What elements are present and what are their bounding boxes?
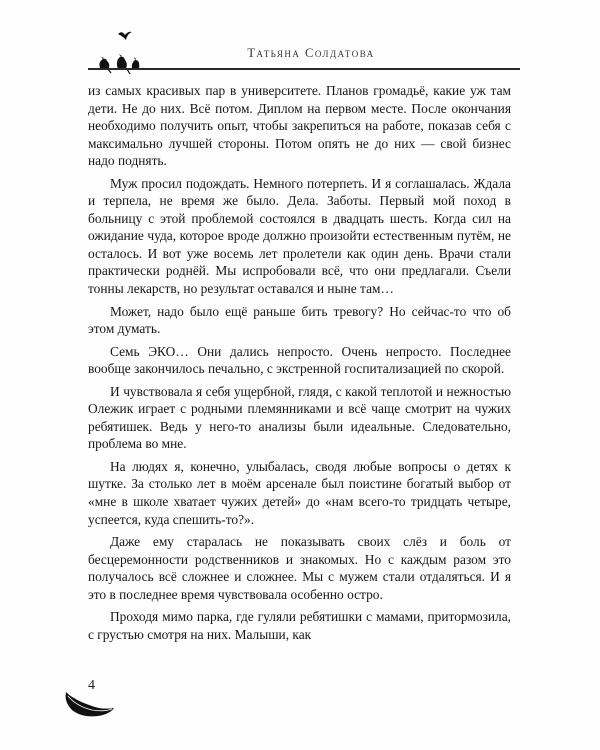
author-name: Татьяна Солдатова bbox=[247, 46, 375, 60]
header-rule bbox=[88, 68, 520, 70]
running-header bbox=[88, 28, 528, 84]
paragraph: Муж просил подождать. Немного потерпеть. И я соглашалась. Ждала и терпела, не время же было. Дела. Заботы. Первый мой поход в больницу с этой проблемой состоялся в двадцать шесть. Когда сил на ожидание чуда, которое вроде должно произойти естественным путём, не осталось. И вот уже восемь лет пролетели как один день. Врачи стали практически роднёй. Мы испробовали всё, что они предлагали. Съели тонны лекарств, но результат оставался и ныне там… bbox=[88, 175, 511, 297]
feather-icon bbox=[62, 688, 116, 720]
paragraph: На людях я, конечно, улыбалась, сводя любые вопросы о детях к шутке. За столько лет в моём арсенале был поистине богатый выбор от «мне в школе хватает чужих детей» до «нам всего-то тридцать четыре, успеется, куда спешить-то?». bbox=[88, 458, 511, 527]
paragraph: Может, надо было ещё раньше бить тревогу? Но сейчас-то что об этом думать. bbox=[88, 303, 511, 337]
paragraph: Семь ЭКО… Они дались непросто. Очень непросто. Последнее вообще закончилось печально, с экстренной госпитализацией по скорой. bbox=[88, 343, 511, 377]
paragraph: Проходя мимо парка, где гуляли ребятишки с мамами, притормозила, с грустью смотря на них. Малыши, как bbox=[88, 609, 511, 642]
page-body bbox=[88, 82, 511, 648]
page-footer bbox=[60, 678, 140, 728]
paragraph: из самых красивых пар в университете. Планов громадьё, какие уж там дети. Не до них. Всё потом. Диплом на первом месте. После окончания необходимо получить опыт, чтобы закрепиться на работе, показав себя с максимально лучшей стороны. Потом опять не до них — свой бизнес надо поднять. bbox=[88, 83, 511, 169]
paragraph: И чувствовала я себя ущербной, глядя, с какой теплотой и нежностью Олежик играет с родными племянниками и всё чаще смотрит на чужих ребятишек. Ведь у него-то анализы были идеальные. Следовательно, проблема во мне. bbox=[88, 383, 511, 452]
page-number: 4 bbox=[88, 678, 95, 693]
paragraph: Даже ему старалась не показывать своих слёз и боль от бесцеремонности родственников и знакомых. Но с каждым разом это получалось всё сложнее и сложнее. Мы с мужем стали отдаляться. И я это в последнее время чувствовала особенно остро. bbox=[88, 534, 511, 602]
